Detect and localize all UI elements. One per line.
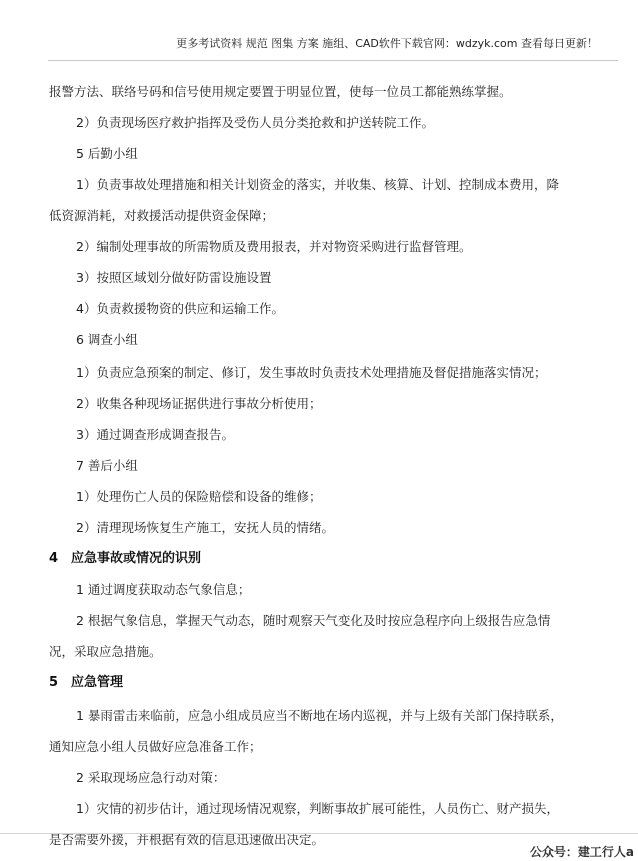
- paragraph-line: 况，采取应急措施。: [49, 644, 162, 659]
- section-heading: 5 应急管理: [49, 675, 124, 690]
- paragraph-line: 1）负责事故处理措施和相关计划资金的落实，并收集、核算、计划、控制成本费用，降: [76, 177, 559, 192]
- footer-divider: [0, 833, 638, 834]
- paragraph-line: 1）负责应急预案的制定、修订，发生事故时负责技术处理措施及督促措施落实情况；: [76, 365, 547, 380]
- paragraph-line: 通知应急小组人员做好应急准备工作；: [49, 739, 262, 754]
- paragraph-line: 3）按照区域划分做好防雷设施设置: [76, 270, 272, 285]
- paragraph-line: 2）负责现场医疗救护指挥及受伤人员分类抢救和护送转院工作。: [76, 115, 434, 130]
- paragraph-line: 1 通过调度获取动态气象信息；: [76, 582, 251, 597]
- paragraph-line: 4）负责救援物资的供应和运输工作。: [76, 301, 284, 316]
- paragraph-line: 是否需要外援，并根据有效的信息迅速做出决定。: [49, 832, 325, 847]
- paragraph-line: 2 采取现场应急行动对策：: [76, 770, 226, 785]
- paragraph-line: 2 根据气象信息，掌握天气动态，随时观察天气变化及时按应急程序向上级报告应急情: [76, 613, 551, 628]
- subsection-title: 7 善后小组: [76, 458, 138, 473]
- paragraph-line: 3）通过调查形成调查报告。: [76, 427, 234, 442]
- paragraph-line: 2）编制处理事故的所需物质及费用报表，并对物资采购进行监督管理。: [76, 239, 472, 254]
- paragraph-line: 报警方法、联络号码和信号使用规定要置于明显位置，使每一位员工都能熟练掌握。: [49, 84, 512, 99]
- section-heading: 4 应急事故或情况的识别: [49, 551, 202, 566]
- wechat-watermark: 公众号：建工行人a: [529, 845, 634, 859]
- paragraph-line: 2）清理现场恢复生产施工，安抚人员的情绪。: [76, 520, 334, 535]
- paragraph-line: 低资源消耗，对救援活动提供资金保障；: [49, 208, 275, 223]
- paragraph-line: 2）收集各种现场证据供进行事故分析使用；: [76, 396, 322, 411]
- paragraph-line: 1）处理伤亡人员的保险赔偿和设备的维修；: [76, 489, 322, 504]
- header-download-note: 更多考试资料 规范 图集 方案 施组、CAD软件下载官网：wdzyk.com 查看每日更新！: [176, 37, 598, 50]
- subsection-title: 5 后勤小组: [76, 146, 138, 161]
- subsection-title: 6 调查小组: [76, 332, 138, 347]
- paragraph-line: 1 暴雨雷击来临前，应急小组成员应当不断地在场内巡视，并与上级有关部门保持联系，: [76, 708, 563, 723]
- paragraph-line: 1）灾情的初步估计，通过现场情况观察，判断事故扩展可能性，人员伤亡、财产损失，: [76, 801, 559, 816]
